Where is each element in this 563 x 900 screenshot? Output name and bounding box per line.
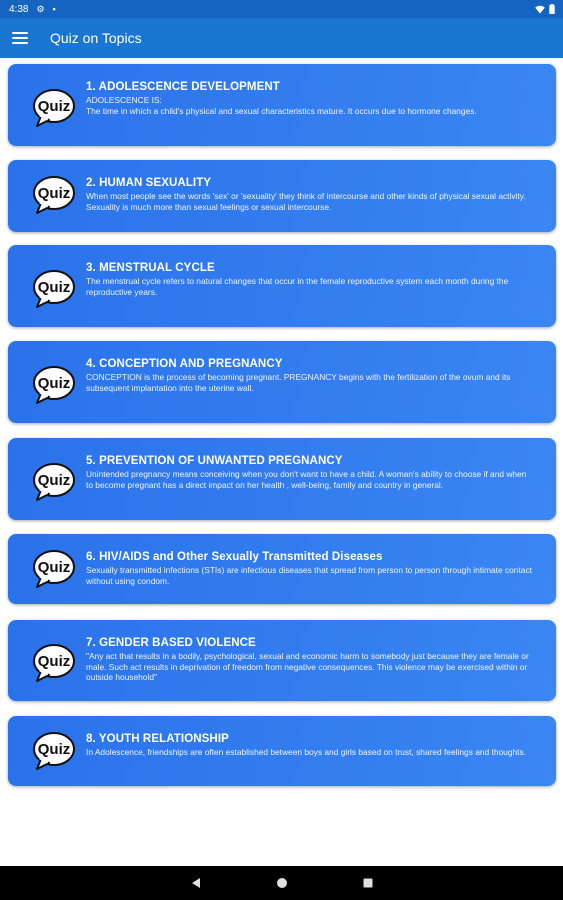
page-title: Quiz on Topics xyxy=(50,30,142,46)
topic-text xyxy=(86,177,534,212)
quiz-badge-text: Quiz xyxy=(37,279,71,296)
topic-title: 3. MENSTRUAL CYCLE xyxy=(86,262,215,274)
battery-icon xyxy=(549,4,555,14)
topic-description: ADOLESCENCE IS: The time in which a child's physical and sexual characteristics mature. It occurs due to hormone changes. xyxy=(86,95,477,116)
topic-description: In Adolescence, friendships are often established between boys and girls based on trust, shared feelings and thoughts. xyxy=(86,747,526,757)
quiz-badge-icon xyxy=(32,88,76,128)
quiz-badge-text: Quiz xyxy=(37,559,71,576)
app-bar xyxy=(0,18,563,58)
home-icon[interactable] xyxy=(275,876,289,890)
topic-title: 2. HUMAN SEXUALITY xyxy=(86,177,212,189)
settings-icon: ⚙ xyxy=(36,3,45,14)
topic-card-hiv-aids[interactable] xyxy=(8,534,556,604)
recents-icon[interactable] xyxy=(361,876,375,890)
quiz-badge-icon xyxy=(32,731,76,771)
topic-text xyxy=(86,733,534,758)
quiz-badge-text: Quiz xyxy=(37,653,71,670)
topic-title: 4. CONCEPTION AND PREGNANCY xyxy=(86,358,283,370)
quiz-badge-text: Quiz xyxy=(37,741,71,758)
quiz-badge-icon xyxy=(32,643,76,683)
topic-title: 5. PREVENTION OF UNWANTED PREGNANCY xyxy=(86,455,343,467)
quiz-badge-icon xyxy=(32,549,76,589)
quiz-badge-icon xyxy=(32,175,76,215)
system-nav-bar xyxy=(0,866,563,900)
quiz-badge-text: Quiz xyxy=(37,185,71,202)
topic-card-prevention-of-unwanted-pregnancy[interactable] xyxy=(8,438,556,520)
quiz-badge-text: Quiz xyxy=(37,98,71,115)
quiz-badge-icon xyxy=(32,462,76,502)
topic-description: The menstrual cycle refers to natural changes that occur in the female reproductive system each month during the reproductive years. xyxy=(86,276,509,297)
quiz-badge-text: Quiz xyxy=(37,472,71,489)
topic-card-adolescence-development[interactable] xyxy=(8,64,556,146)
topic-card-youth-relationship[interactable] xyxy=(8,716,556,786)
topic-card-conception-and-pregnancy[interactable] xyxy=(8,341,556,423)
topic-text xyxy=(86,262,534,297)
topic-text xyxy=(86,81,534,116)
topic-text xyxy=(86,358,534,393)
quiz-badge-icon xyxy=(32,269,76,309)
status-time: 4:38 xyxy=(9,3,29,15)
wifi-icon xyxy=(535,5,545,14)
quiz-badge-icon xyxy=(32,365,76,405)
topic-description: CONCEPTION is the process of becoming pregnant. PREGNANCY begins with the fertilization of the ovum and its subsequent implantation into the uterine wall. xyxy=(86,372,511,393)
topic-title: 6. HIV/AIDS and Other Sexually Transmitted Diseases xyxy=(86,551,383,563)
hamburger-menu-icon[interactable] xyxy=(12,32,28,44)
topic-title: 7. GENDER BASED VIOLENCE xyxy=(86,637,256,649)
topic-card-menstrual-cycle[interactable] xyxy=(8,245,556,327)
topic-description: When most people see the words 'sex' or 'sexuality' they think of intercourse and other kinds of physical sexual activity. Sexuality is much more than sexual feelings or sexual intercourse. xyxy=(86,191,526,212)
topic-title: 8. YOUTH RELATIONSHIP xyxy=(86,733,229,745)
topic-text xyxy=(86,637,534,683)
topic-title: 1. ADOLESCENCE DEVELOPMENT xyxy=(86,81,280,93)
topic-description: "Any act that results in a bodily, psychological, sexual and economic harm to somebody just because they are female or male. Such act results in deprivation of freedom from negative consequences. This violence may be exercised within or outside household" xyxy=(86,651,529,682)
status-bar xyxy=(0,0,563,18)
topic-text xyxy=(86,551,534,586)
sim-icon: ▪ xyxy=(52,4,56,14)
topic-card-gender-based-violence[interactable] xyxy=(8,620,556,701)
back-icon[interactable] xyxy=(189,876,203,890)
topic-description: Unintended pregnancy means conceiving when you don't want to have a child. A woman's ability to choose if and when to become pregnant has a direct impact on her health , well-being, family and country in general. xyxy=(86,469,527,490)
topic-text xyxy=(86,455,534,490)
topic-description: Sexually transmitted infections (STIs) are infectious diseases that spread from person to person through intimate contact without using condom. xyxy=(86,565,532,586)
topic-card-human-sexuality[interactable] xyxy=(8,160,556,232)
quiz-badge-text: Quiz xyxy=(37,375,71,392)
